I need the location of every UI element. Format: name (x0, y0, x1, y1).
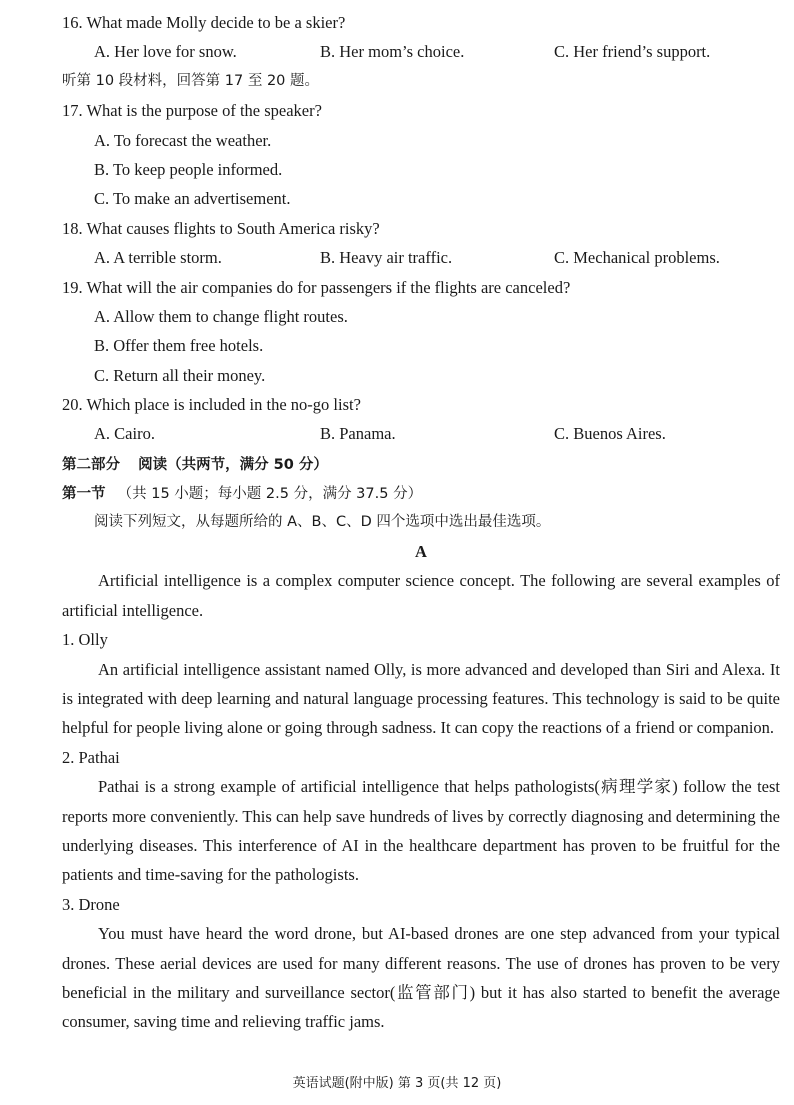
question-20: 20. Which place is included in the no-go list? (62, 395, 361, 415)
question-18: 18. What causes flights to South America risky? (62, 218, 380, 238)
option-c: C. Mechanical problems. (554, 248, 720, 268)
part-two-heading (62, 449, 780, 478)
part-label: 第二部分 (62, 456, 120, 473)
question-19: 19. What will the air companies do for passengers if the flights are canceled? (62, 277, 571, 297)
section-label: 第一节 (62, 486, 106, 503)
item-heading: 3. Drone (62, 894, 120, 914)
option-a: A. Allow them to change flight routes. (94, 306, 348, 326)
option-b: B. Panama. (320, 424, 396, 444)
option-a: A. Cairo. (94, 424, 155, 444)
item-heading: 2. Pathai (62, 747, 120, 767)
item-text: You must have heard the word drone, but AI-based drones are one step advanced from your typical drones. These aerial devices are used for many different reasons. The use of drones has proven to be very beneficial in the military and surveillance sector(监管部门) but it has also started to benefit the average consumer, saving time and relieving traffic jams. (62, 924, 780, 1032)
option-c: C. To make an advertisement. (94, 189, 291, 209)
option-c: C. Return all their money. (94, 365, 266, 385)
question-16-options (62, 37, 780, 66)
question-20-options (62, 419, 780, 448)
option-a: A. Her love for snow. (94, 42, 237, 62)
option-b: B. Heavy air traffic. (320, 248, 453, 268)
listening-instruction: 听第 10 段材料，回答第 17 至 20 题。 (62, 72, 320, 89)
passage-letter: A (415, 542, 427, 562)
option-a: A. To forecast the weather. (94, 130, 272, 150)
question-16: 16. What made Molly decide to be a skier? (62, 13, 346, 32)
option-b: B. Offer them free hotels. (94, 336, 264, 356)
item-heading: 1. Olly (62, 630, 108, 650)
page-footer: 英语试题(附中版) 第 3 页(共 12 页) (292, 1076, 502, 1091)
option-c: C. Her friend’s support. (554, 42, 711, 62)
option-b: B. Her mom’s choice. (320, 42, 465, 62)
question-18-options (62, 243, 780, 272)
item-text: An artificial intelligence assistant named Olly, is more advanced and developed than Siri and Alexa. It is integrated with deep learning and natural language processing features. This technology is said to be quite helpful for people living alone or going through sadness. It can copy the reactions of a friend or companion. (62, 659, 780, 738)
question-17: 17. What is the purpose of the speaker? (62, 101, 322, 121)
option-c: C. Buenos Aires. (554, 424, 666, 444)
reading-instruction: 阅读下列短文，从每题所给的 A、B、C、D 四个选项中选出最佳选项。 (94, 513, 551, 530)
part-title: 阅读（共两节，满分 50 分） (138, 456, 328, 473)
passage-intro: Artificial intelligence is a complex computer science concept. The following are several examples of artificial intelligence. (62, 571, 780, 620)
option-a: A. A terrible storm. (94, 248, 222, 268)
item-text: Pathai is a strong example of artificial intelligence that helps pathologists(病理学家) follow the test reports more conveniently. This can help save hundreds of lives by correctly diagnosing and determining the underlying diseases. This interference of AI in the healthcare department has proven to be fruitful for the patients and time-saving for the pathologists. (62, 777, 780, 885)
exam-page (62, 8, 780, 1037)
section-one-heading (62, 478, 780, 507)
option-b: B. To keep people informed. (94, 159, 283, 179)
section-title: （共 15 小题；每小题 2.5 分，满分 37.5 分） (117, 486, 423, 503)
